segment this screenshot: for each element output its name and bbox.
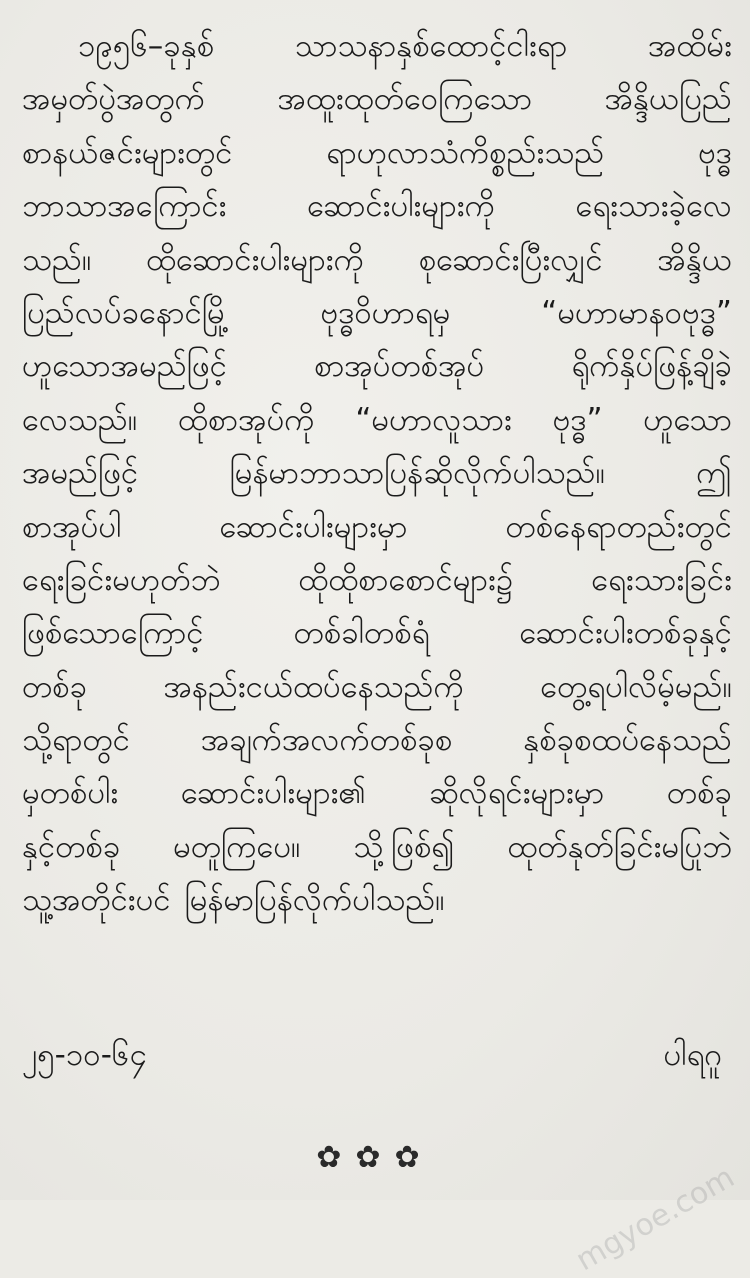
word: စာနယ်ဇင်းများတွင် [22, 134, 233, 171]
paragraph-line [22, 340, 732, 393]
paragraph-line [22, 180, 732, 233]
word: ဆောင်းပါးများ၏ [180, 775, 367, 812]
paragraph-line [22, 234, 732, 287]
word: ဆောင်းပါးများကို [307, 188, 495, 225]
word: ဟူသောအမည်ဖြင့် [22, 348, 227, 385]
word: ထိုစာအုပ်ကို [177, 401, 315, 438]
word: တစ်ခု [22, 668, 88, 705]
word: ဆောင်းပါးတစ်ခုနှင့် [519, 615, 732, 652]
word: ဖြစ်သောကြောင့် [22, 615, 204, 652]
word: မတူကြပေ။ [173, 828, 301, 865]
word: အိန္ဒိယ [657, 241, 732, 278]
signature-row [22, 1030, 722, 1080]
word: တစ်ခု [666, 775, 732, 812]
word: သို့ရာတွင် [22, 722, 130, 759]
word: အထိမ်း [647, 28, 732, 64]
word: သည်။ [22, 241, 92, 278]
word: ရေးသားခဲ့လေ [575, 188, 732, 225]
paragraph-line [22, 767, 732, 820]
word: ဘာသာအကြောင်း [22, 188, 227, 225]
word: ထိုဆောင်းပါးများကို [146, 241, 364, 278]
paragraph-line [22, 714, 732, 767]
word: အနည်းငယ်ထပ်နေသည်ကို [163, 668, 464, 705]
word: ဆောင်းပါးများမှာ [219, 508, 408, 545]
word: ဤ [696, 455, 732, 492]
word: မြန်မာဘာသာပြန်ဆိုလိုက်ပါသည်။ [229, 455, 605, 492]
word: ဗုဒ္ဓ [698, 134, 732, 171]
word: ဗုဒ္ဓ” [552, 401, 603, 438]
word: အထူးထုတ်ဝေကြသော [277, 81, 533, 118]
word: သာသနာနှစ်ထောင့်ငါးရာ [294, 28, 568, 64]
word: အိန္ဒိယပြည် [604, 81, 732, 118]
word: သူ့အတိုင်းပင် [22, 882, 171, 919]
signature-date: ၂၅-၁၀-၆၄ [22, 1037, 147, 1073]
word: ဟူသော [643, 401, 732, 438]
word: စာအုပ်တစ်အုပ် [314, 348, 485, 385]
paragraph-line [22, 287, 732, 340]
watermark: mgyoe.com [569, 1159, 740, 1278]
word: ၁၉၅၆–ခုနှစ် [78, 28, 215, 64]
word: နှစ်ခုစထပ်နေသည် [523, 722, 732, 759]
paragraph-line [22, 554, 732, 607]
paragraph-line [22, 607, 732, 660]
preface-paragraph [22, 20, 732, 928]
signature-author: ပါရဂူ [663, 1037, 722, 1073]
word: ဆိုလိုရင်းများမှာ [428, 775, 605, 812]
word: အချက်အလက်တစ်ခုစ [200, 722, 453, 759]
word: နှင့်တစ်ခု [22, 828, 121, 865]
paragraph-line [22, 394, 732, 447]
word: “မဟာမာနဝဗုဒ္ဓ” [541, 294, 732, 331]
word: ရေးသားခြင်း [591, 561, 732, 598]
word: အမည်ဖြင့် [22, 455, 139, 492]
word: မြန်မာပြန်လိုက်ပါသည်။ [184, 882, 445, 919]
flower-ornament-icon: ✿✿✿ [316, 1140, 434, 1175]
word: မှတစ်ပါး [22, 775, 119, 812]
word: ရိုက်နှိပ်ဖြန့်ချိခဲ့ [571, 348, 732, 385]
word: ဗုဒ္ဓဝိဟာရမှ [320, 294, 451, 331]
word: တစ်နေရာတည်းတွင် [505, 508, 732, 545]
word: ထိုထိုစာစောင်များ၌ [298, 561, 514, 598]
word: ရေးခြင်းမဟုတ်ဘဲ [22, 561, 221, 598]
word: စုဆောင်းပြီးလျှင် [418, 241, 603, 278]
paragraph-line [22, 73, 732, 126]
paragraph-line [22, 447, 732, 500]
word: ထုတ်နုတ်ခြင်းမပြုဘဲ [507, 828, 732, 865]
word: လေသည်။ [22, 401, 138, 438]
word: “မဟာလူသား [355, 401, 512, 438]
word: တစ်ခါတစ်ရံ [293, 615, 430, 652]
paragraph-line [22, 127, 732, 180]
word: ပြည်လပ်ခနောင်မြို့ [22, 294, 230, 331]
word: အမှတ်ပွဲအတွက် [22, 81, 206, 118]
word: တွေ့ရပါလိမ့်မည်။ [540, 668, 732, 705]
paragraph-line [22, 20, 732, 73]
word: ရာဟုလာသံကိစ္စည်းသည် [326, 134, 605, 171]
paragraph-line [22, 501, 732, 554]
word: သို့ဖြစ်၍ [353, 828, 455, 865]
paragraph-line [22, 874, 732, 927]
paragraph-line [22, 821, 732, 874]
paragraph-line [22, 661, 732, 714]
word: စာအုပ်ပါ [22, 508, 122, 545]
